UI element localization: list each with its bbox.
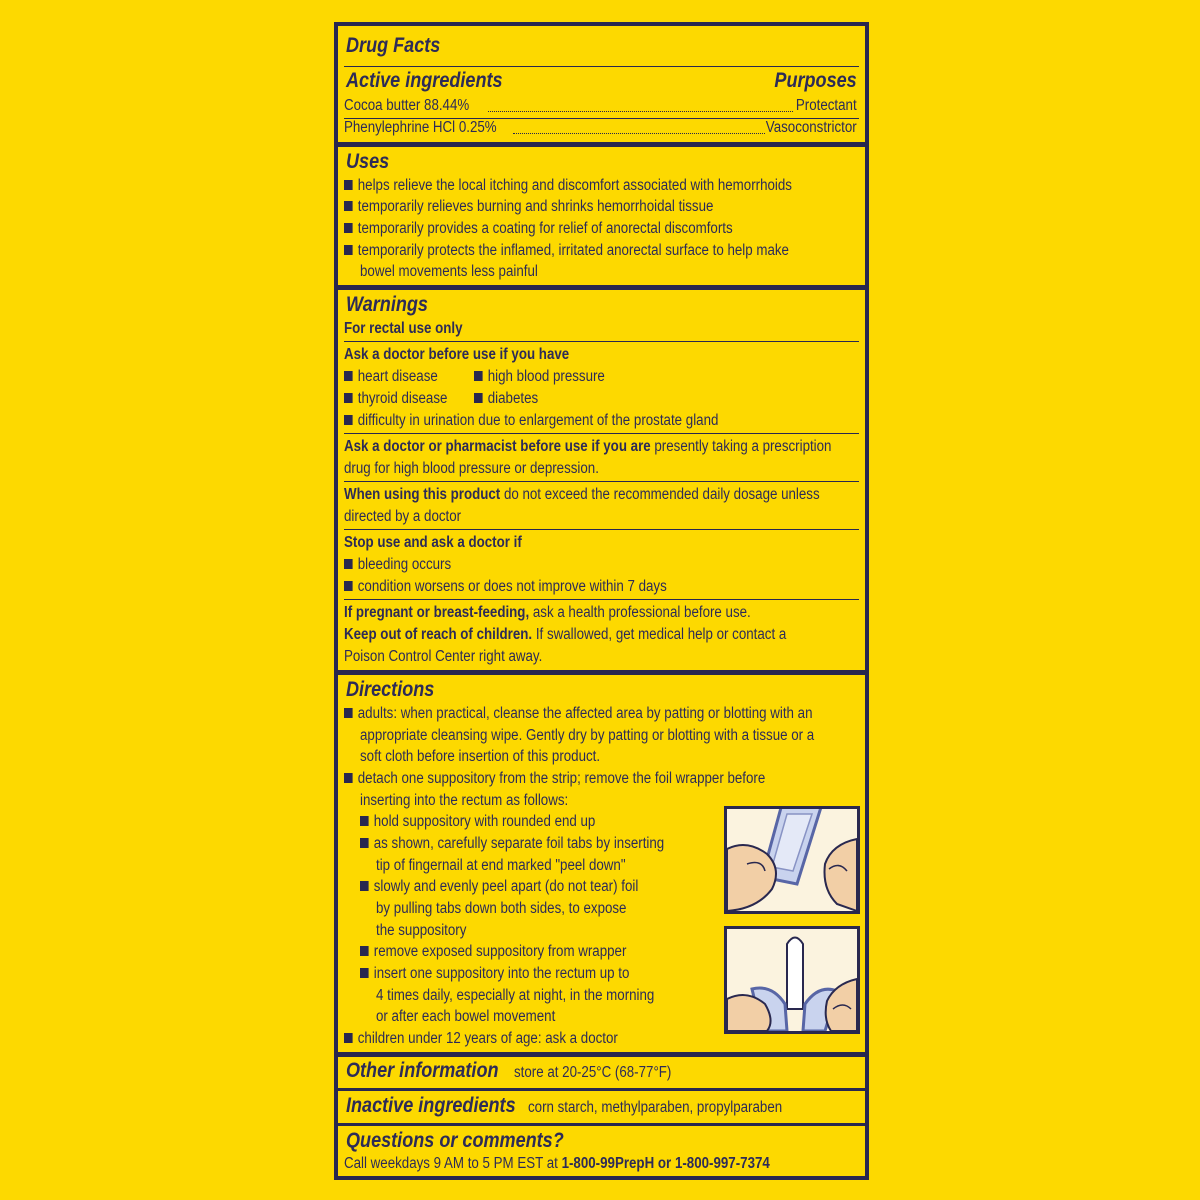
bullet-square-icon: [360, 838, 369, 848]
section-bar: [338, 1123, 865, 1126]
divider: [344, 433, 859, 434]
pharmacist-warning-continued: drug for high blood pressure or depression.: [344, 460, 599, 477]
rectal-use-note: For rectal use only: [344, 320, 463, 337]
bullet-square-icon: [344, 773, 353, 783]
sub-item: slowly and evenly peel apart (do not tear) foil: [360, 877, 638, 897]
contact-line: Call weekdays 9 AM to 5 PM EST at 1-800-99PrepH or 1-800-997-7374: [344, 1155, 770, 1172]
bullet-square-icon: [344, 559, 353, 569]
list-item: detach one suppository from the strip; remove the foil wrapper before: [344, 769, 765, 789]
drug-facts-panel: [334, 22, 869, 1180]
phone-number: 1-800-997-7374: [674, 1155, 770, 1172]
bullet-square-icon: [344, 415, 353, 425]
bullet-square-icon: [344, 581, 353, 591]
section-bar: [338, 142, 865, 147]
drug-facts-title: Drug Facts: [346, 34, 441, 57]
list-item: difficulty in urination due to enlargement of the prostate gland: [344, 411, 718, 431]
bullet-square-icon: [344, 223, 353, 233]
bullet-square-icon: [360, 881, 369, 891]
sub-item-continued: tip of fingernail at end marked "peel down": [376, 857, 626, 874]
bullet-square-icon: [360, 946, 369, 956]
warnings-heading: Warnings: [346, 293, 428, 316]
pharmacist-warning: Ask a doctor or pharmacist before use if you are presently taking a prescription: [344, 438, 832, 455]
divider: [344, 341, 859, 342]
bullet-square-icon: [344, 180, 353, 190]
sub-item-continued: the suppository: [376, 922, 467, 939]
list-item: adults: when practical, cleanse the affected area by patting or blotting with an: [344, 704, 812, 724]
other-information-heading: Other information: [346, 1059, 499, 1082]
pregnancy-warning: If pregnant or breast-feeding, ask a health professional before use.: [344, 604, 751, 621]
sub-item-continued: or after each bowel movement: [376, 1008, 556, 1025]
sub-item-continued: 4 times daily, especially at night, in the morning: [376, 987, 655, 1004]
dot-leader: [488, 111, 793, 112]
list-item: temporarily provides a coating for relief of anorectal discomforts: [344, 219, 733, 239]
bullet-square-icon: [360, 968, 369, 978]
bullet-square-icon: [474, 371, 483, 381]
phone-number: 1-800-99PrepH: [561, 1155, 655, 1172]
questions-heading: Questions or comments?: [346, 1129, 564, 1152]
ask-doctor-heading: Ask a doctor before use if you have: [344, 346, 570, 363]
sub-item: remove exposed suppository from wrapper: [360, 942, 626, 962]
inactive-ingredients-text: corn starch, methylparaben, propylparaben: [528, 1099, 783, 1116]
directions-heading: Directions: [346, 678, 435, 701]
suppository-illustration: [724, 926, 860, 1034]
dot-leader: [513, 133, 765, 134]
list-item-continued: inserting into the rectum as follows:: [360, 792, 569, 809]
list-item: helps relieve the local itching and discomfort associated with hemorrhoids: [344, 176, 792, 196]
list-item: heart disease: [344, 367, 438, 387]
section-bar: [338, 670, 865, 675]
divider: [344, 66, 859, 67]
section-bar: [338, 1088, 865, 1091]
sub-item: as shown, carefully separate foil tabs by inserting: [360, 834, 664, 854]
divider: [344, 599, 859, 600]
stop-use-heading: Stop use and ask a doctor if: [344, 534, 522, 551]
active-ingredient-name: Cocoa butter 88.44%: [344, 97, 470, 114]
active-ingredient-purpose: Protectant: [796, 97, 857, 114]
section-bar: [338, 1052, 865, 1057]
bullet-square-icon: [344, 708, 353, 718]
divider: [344, 529, 859, 530]
bullet-square-icon: [344, 393, 353, 403]
list-item-continued: bowel movements less painful: [360, 263, 538, 280]
sub-item: hold suppository with rounded end up: [360, 812, 595, 832]
active-ingredients-heading: Active ingredients: [346, 69, 503, 92]
bullet-square-icon: [344, 201, 353, 211]
sub-item-continued: by pulling tabs down both sides, to expose: [376, 900, 627, 917]
bullet-square-icon: [474, 393, 483, 403]
list-item: temporarily relieves burning and shrinks hemorrhoidal tissue: [344, 197, 713, 217]
bullet-square-icon: [344, 371, 353, 381]
children-warning: Keep out of reach of children. If swallowed, get medical help or contact a: [344, 626, 787, 643]
list-item: bleeding occurs: [344, 555, 451, 575]
purposes-heading: Purposes: [774, 69, 857, 92]
list-item-continued: appropriate cleansing wipe. Gently dry by patting or blotting with a tissue or a: [360, 727, 815, 744]
children-warning-continued: Poison Control Center right away.: [344, 648, 543, 665]
bullet-square-icon: [344, 1033, 353, 1043]
when-using-warning: When using this product do not exceed the recommended daily dosage unless: [344, 486, 820, 503]
storage-text: store at 20-25°C (68-77°F): [514, 1064, 672, 1081]
when-using-continued: directed by a doctor: [344, 508, 462, 525]
active-ingredient-purpose: Vasoconstrictor: [766, 119, 857, 136]
bullet-square-icon: [344, 245, 353, 255]
bullet-square-icon: [360, 816, 369, 826]
inactive-ingredients-heading: Inactive ingredients: [346, 1094, 516, 1117]
other-information-row: [346, 1059, 523, 1083]
list-item: diabetes: [474, 389, 538, 409]
list-item: temporarily protects the inflamed, irritated anorectal surface to help make: [344, 241, 789, 261]
sub-item: insert one suppository into the rectum up to: [360, 964, 629, 984]
list-item-continued: soft cloth before insertion of this product.: [360, 748, 601, 765]
list-item: thyroid disease: [344, 389, 447, 409]
uses-heading: Uses: [346, 150, 390, 173]
list-item: high blood pressure: [474, 367, 605, 387]
section-bar: [338, 285, 865, 290]
divider: [344, 481, 859, 482]
list-item: condition worsens or does not improve within 7 days: [344, 577, 667, 597]
active-ingredient-name: Phenylephrine HCl 0.25%: [344, 119, 497, 136]
list-item: children under 12 years of age: ask a doctor: [344, 1029, 618, 1049]
peel-foil-illustration: [724, 806, 860, 914]
